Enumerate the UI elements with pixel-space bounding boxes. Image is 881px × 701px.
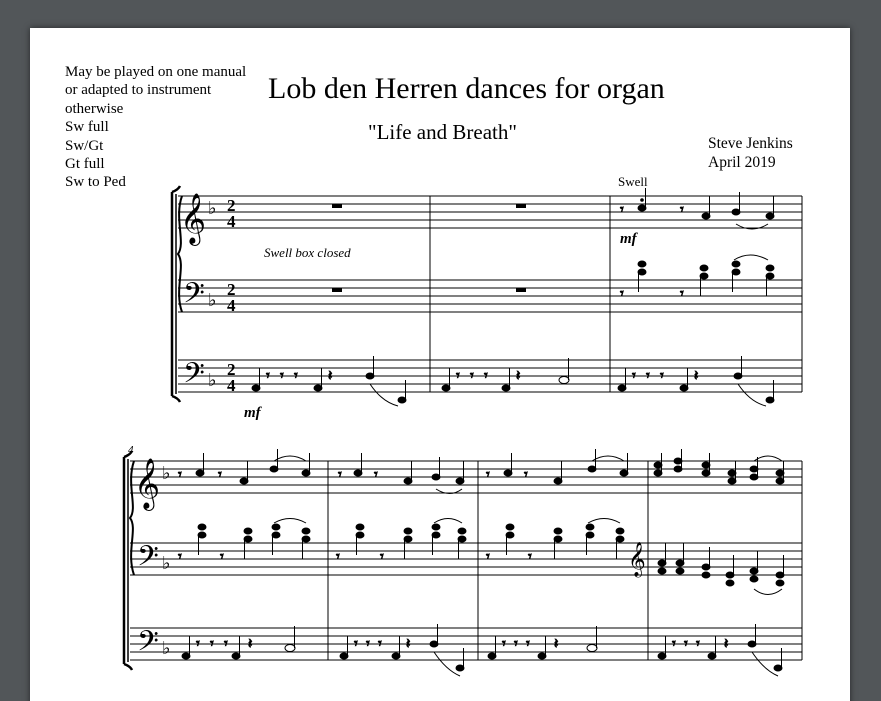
- flat-key-icon: ♭: [162, 553, 171, 573]
- svg-text:𝄾: 𝄾: [672, 637, 676, 652]
- svg-text:𝄾: 𝄾: [220, 550, 224, 565]
- time-sig-top: 2: [227, 280, 236, 299]
- whole-rests: [332, 204, 526, 292]
- svg-text:𝄾: 𝄾: [486, 468, 490, 483]
- svg-text:𝄽: 𝄽: [724, 637, 729, 652]
- svg-text:𝄾: 𝄾: [680, 203, 684, 218]
- treble-clef-icon: 𝄞: [180, 194, 207, 243]
- composer-name: Steve Jenkins: [708, 135, 793, 152]
- notes-system-1-treble: [620, 188, 774, 229]
- notes-system-2-pedal: [182, 624, 782, 676]
- time-sig-bottom: 4: [227, 296, 236, 315]
- svg-text:𝄾: 𝄾: [354, 637, 358, 652]
- registration-line: May be played on one manual: [65, 64, 247, 80]
- svg-text:𝄾: 𝄾: [294, 369, 298, 384]
- svg-text:𝄾: 𝄾: [338, 468, 342, 483]
- time-sig-top: 2: [227, 360, 236, 379]
- svg-text:𝄾: 𝄾: [280, 369, 284, 384]
- svg-text:𝄾: 𝄾: [514, 637, 518, 652]
- svg-text:𝄽: 𝄽: [328, 369, 333, 384]
- registration-line: or adapted to instrument: [65, 82, 212, 99]
- staff-lines-treble: [130, 461, 802, 493]
- svg-text:𝄾: 𝄾: [178, 468, 182, 483]
- measure-number: 4: [128, 444, 134, 456]
- notes-system-1-pedal: [252, 356, 774, 406]
- svg-text:𝄾: 𝄾: [524, 468, 528, 483]
- svg-text:𝄾: 𝄾: [486, 550, 490, 565]
- svg-text:𝄽: 𝄽: [406, 637, 411, 652]
- flat-key-icon: ♭: [208, 198, 217, 218]
- bass-clef-icon: 𝄢: [183, 279, 205, 316]
- expression-marking: Swell box closed: [264, 245, 351, 260]
- svg-text:𝄽: 𝄽: [554, 637, 559, 652]
- svg-text:𝄾: 𝄾: [224, 637, 228, 652]
- svg-text:𝄾: 𝄾: [366, 637, 370, 652]
- flat-key-icon: ♭: [162, 463, 171, 483]
- flat-key-icon: ♭: [208, 290, 217, 310]
- svg-text:𝄽: 𝄽: [694, 369, 699, 384]
- notes-system-1-lh: [620, 255, 774, 302]
- svg-text:𝄾: 𝄾: [266, 369, 270, 384]
- treble-clef-icon: 𝄞: [134, 459, 161, 508]
- time-sig-top: 2: [227, 196, 236, 215]
- flat-key-icon: ♭: [162, 638, 171, 658]
- bass-clef-icon: 𝄢: [137, 627, 159, 664]
- registration-line: Sw to Ped: [65, 174, 126, 191]
- svg-text:𝄾: 𝄾: [196, 637, 200, 652]
- svg-text:𝄽: 𝄽: [248, 637, 253, 652]
- piece-subtitle: "Life and Breath": [368, 120, 517, 144]
- svg-text:𝄾: 𝄾: [620, 287, 624, 302]
- clefs-system-1: [180, 194, 217, 396]
- music-score: [30, 28, 850, 701]
- dynamic-marking: mf: [244, 405, 261, 421]
- svg-text:𝄾: 𝄾: [178, 550, 182, 565]
- notes-system-2-lh: [178, 519, 784, 595]
- staff-lines-pedal: [178, 360, 802, 392]
- clefs-system-2: [134, 459, 646, 664]
- svg-text:𝄾: 𝄾: [470, 369, 474, 384]
- flat-key-icon: ♭: [208, 370, 217, 390]
- registration-line: otherwise: [65, 100, 124, 117]
- staff-lines-left-hand: [130, 543, 802, 575]
- time-signatures: [227, 196, 236, 395]
- svg-text:𝄾: 𝄾: [684, 637, 688, 652]
- bass-clef-icon: 𝄢: [137, 542, 159, 579]
- time-sig-bottom: 4: [227, 376, 236, 395]
- score-page: [30, 28, 850, 701]
- svg-text:𝄾: 𝄾: [374, 468, 378, 483]
- treble-clef-change-icon: 𝄞: [628, 543, 646, 576]
- svg-text:𝄾: 𝄾: [502, 637, 506, 652]
- staff-lines-pedal: [130, 628, 802, 660]
- svg-text:𝄾: 𝄾: [210, 637, 214, 652]
- svg-text:𝄾: 𝄾: [526, 637, 530, 652]
- svg-text:𝄾: 𝄾: [378, 637, 382, 652]
- composition-date: April 2019: [708, 154, 776, 171]
- registration-line: Gt full: [65, 156, 105, 173]
- svg-text:𝄾: 𝄾: [484, 369, 488, 384]
- svg-text:𝄾: 𝄾: [620, 203, 624, 218]
- piece-title: Lob den Herren dances for organ: [268, 72, 665, 105]
- registration-line: Sw full: [65, 119, 109, 136]
- svg-text:𝄽: 𝄽: [516, 369, 521, 384]
- svg-text:𝄾: 𝄾: [380, 550, 384, 565]
- svg-text:𝄾: 𝄾: [336, 550, 340, 565]
- svg-text:𝄾: 𝄾: [218, 468, 222, 483]
- svg-text:𝄾: 𝄾: [660, 369, 664, 384]
- time-sig-bottom: 4: [227, 212, 236, 231]
- svg-text:𝄾: 𝄾: [632, 369, 636, 384]
- svg-text:𝄾: 𝄾: [696, 637, 700, 652]
- staff-lines-treble: [178, 196, 802, 228]
- svg-text:𝄾: 𝄾: [456, 369, 460, 384]
- dynamic-marking: mf: [620, 231, 637, 247]
- bass-clef-icon: 𝄢: [183, 359, 205, 396]
- svg-text:𝄾: 𝄾: [646, 369, 650, 384]
- registration-line: Sw/Gt: [65, 137, 104, 154]
- manual-label: Swell: [618, 174, 648, 189]
- staff-lines-left-hand: [178, 280, 802, 312]
- notes-system-2-treble: [178, 449, 784, 494]
- svg-text:𝄾: 𝄾: [680, 287, 684, 302]
- svg-text:𝄾: 𝄾: [528, 550, 532, 565]
